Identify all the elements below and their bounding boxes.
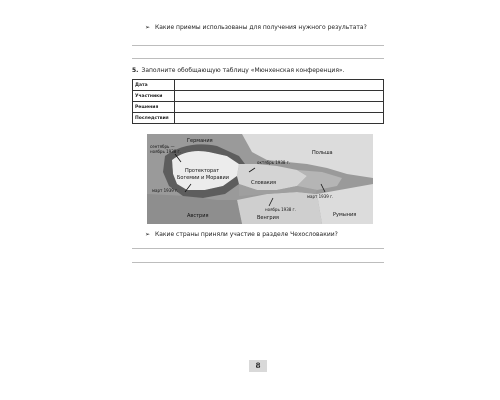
label-austria: Австрия [187, 213, 209, 219]
answer-line [132, 248, 384, 249]
question-countries [145, 231, 338, 239]
question-methods [145, 24, 367, 32]
munich-conference-table [132, 79, 384, 124]
question-methods-text: Какие приемы использованы для получения нужного результата? [155, 24, 367, 31]
cell-date[interactable] [175, 80, 384, 91]
answer-line [132, 262, 384, 263]
task-number: 5. [132, 67, 139, 74]
label-slovakia: Словакия [251, 180, 277, 186]
czechoslovakia-partition-map [147, 134, 373, 224]
label-protectorate-1: Протекторат [185, 168, 220, 174]
table-row [133, 91, 384, 102]
task-5-heading [132, 67, 345, 75]
label-protectorate-2: Богемии и Моравии [177, 175, 229, 181]
label-oct-1938: октябрь 1938 г. [257, 160, 291, 165]
row-label-decisions: Решения [133, 102, 175, 113]
answer-line [132, 58, 384, 59]
table-row [133, 80, 384, 91]
table-row [133, 113, 384, 124]
arrow-bullet-icon: ➢ [145, 24, 151, 31]
label-germany: Германия [187, 138, 213, 144]
page-number: 8 [249, 360, 267, 372]
table-row [133, 102, 384, 113]
question-countries-text: Какие страны приняли участие в разделе Чехословакии? [155, 231, 338, 238]
label-sep-nov-1938-b: ноябрь 1938 г. [150, 149, 181, 154]
label-hungary: Венгрия [257, 215, 279, 221]
row-label-participants: Участники [133, 91, 175, 102]
arrow-bullet-icon: ➢ [145, 231, 151, 238]
row-label-date: Дата [133, 80, 175, 91]
label-nov-1938: ноябрь 1938 г. [265, 207, 296, 212]
cell-consequences[interactable] [175, 113, 384, 124]
cell-participants[interactable] [175, 91, 384, 102]
label-mar-1939-left: март 1939 г. [152, 188, 179, 193]
label-romania: Румыния [333, 212, 357, 218]
label-poland: Польша [312, 150, 333, 156]
task-text: Заполните обобщающую таблицу «Мюнхенская конференция». [141, 67, 345, 74]
cell-decisions[interactable] [175, 102, 384, 113]
label-sep-nov-1938: сентябрь — [150, 144, 175, 149]
row-label-consequences: Последствия [133, 113, 175, 124]
label-mar-1939-right: март 1939 г. [307, 194, 334, 199]
answer-line [132, 45, 384, 46]
